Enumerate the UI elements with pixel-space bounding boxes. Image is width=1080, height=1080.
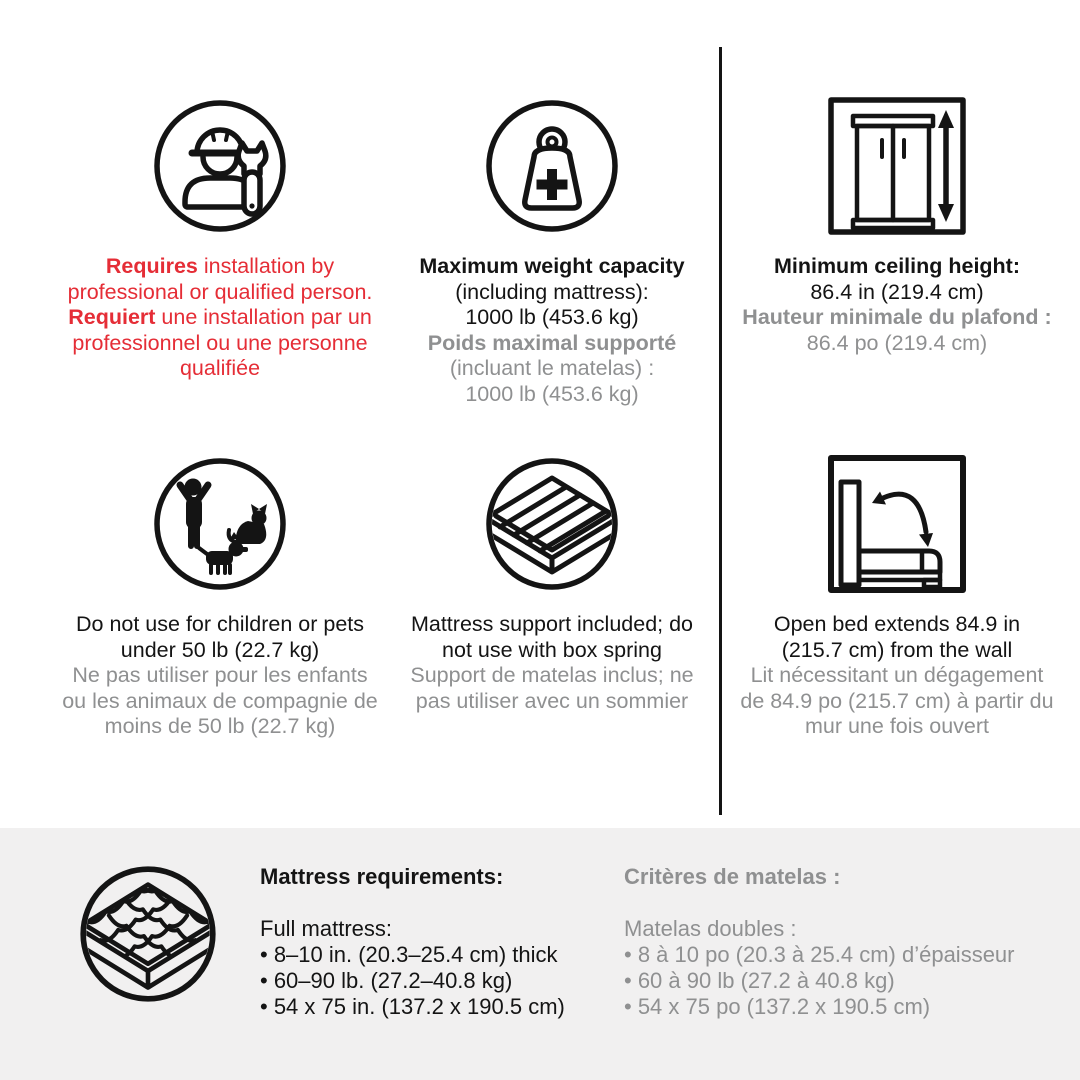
text-line: Lit nécessitant un dégagement	[750, 663, 1044, 687]
text-line: 1000 lb (453.6 kg)	[465, 381, 639, 406]
text-line: 1000 lb (453.6 kg)	[465, 305, 639, 329]
mattress-requirements-title-fr: Critères de matelas :	[624, 864, 841, 889]
open-bed-text	[740, 612, 1053, 740]
text-line: qualifiée	[179, 356, 261, 380]
text-line: professional or qualified person.	[67, 279, 373, 304]
text-line: Full mattress:	[260, 916, 393, 941]
installer-icon	[150, 96, 290, 236]
text-line: Hauteur minimale du plafond :	[742, 305, 1052, 329]
text-line: Do not use for children or pets	[75, 612, 364, 636]
mattress-requirements-fr	[624, 864, 1015, 1020]
text-line: mur une fois ouvert	[804, 714, 989, 738]
no-children-pets-text	[62, 612, 378, 740]
text-line: not use with box spring	[442, 637, 662, 662]
text-line: ou les animaux de compagnie de	[62, 688, 378, 713]
mattress-support-text	[410, 612, 693, 714]
mattress-support-block	[382, 454, 722, 714]
text-line: professionnel ou une personne	[72, 330, 368, 355]
text-line: pas utiliser avec un sommier	[415, 688, 689, 713]
installation-text	[68, 254, 373, 382]
list-item: • 54 x 75 po (137.2 x 190.5 cm)	[624, 994, 931, 1019]
list-item: • 60–90 lb. (27.2–40.8 kg)	[260, 968, 513, 993]
text-line: (215.7 cm) from the wall	[781, 637, 1013, 662]
installation-block	[40, 96, 400, 382]
text-line: 86.4 po (219.4 cm)	[806, 330, 988, 355]
weight-capacity-text	[419, 254, 684, 407]
text-line: Requires installation by	[105, 254, 335, 278]
weight-capacity-icon	[482, 96, 622, 236]
open-bed-block	[725, 454, 1069, 740]
open-bed-icon	[827, 454, 967, 594]
text-line: Matelas doubles :	[624, 916, 797, 941]
text-line: (including mattress):	[455, 279, 649, 304]
weight-capacity-block	[382, 96, 722, 407]
mattress-support-icon	[482, 454, 622, 594]
text-line: under 50 lb (22.7 kg)	[120, 637, 320, 662]
list-item: • 60 à 90 lb (27.2 à 40.8 kg)	[624, 968, 895, 993]
list-item: • 54 x 75 in. (137.2 x 190.5 cm)	[260, 994, 565, 1019]
text-line: Open bed extends 84.9 in	[773, 612, 1021, 636]
text-line: Minimum ceiling height:	[773, 254, 1021, 278]
text-line: Ne pas utiliser pour les enfants	[72, 663, 368, 687]
mattress-requirements-en	[260, 864, 565, 1020]
text-line: Poids maximal supporté	[427, 330, 677, 355]
text-line: 86.4 in (219.4 cm)	[810, 279, 984, 304]
text-line: Support de matelas inclus; ne	[410, 663, 694, 687]
text-line: Maximum weight capacity	[419, 254, 685, 278]
text-line: Requiert une installation par un	[68, 305, 372, 329]
no-children-pets-icon	[150, 454, 290, 594]
ceiling-height-icon	[827, 96, 967, 236]
text-line: moins de 50 lb (22.7 kg)	[104, 714, 336, 738]
text-line: (incluant le matelas) :	[449, 356, 655, 380]
text-line: Mattress support included; do	[410, 612, 694, 636]
ceiling-height-block	[725, 96, 1069, 356]
no-children-pets-block	[40, 454, 400, 740]
text-line: de 84.9 po (215.7 cm) à partir du	[740, 688, 1054, 713]
mattress-requirements-title: Mattress requirements:	[260, 864, 504, 889]
list-item: • 8–10 in. (20.3–25.4 cm) thick	[260, 942, 558, 967]
list-item: • 8 à 10 po (20.3 à 25.4 cm) d’épaisseur	[624, 942, 1015, 967]
mattress-icon	[76, 862, 220, 1011]
ceiling-height-text	[742, 254, 1051, 356]
